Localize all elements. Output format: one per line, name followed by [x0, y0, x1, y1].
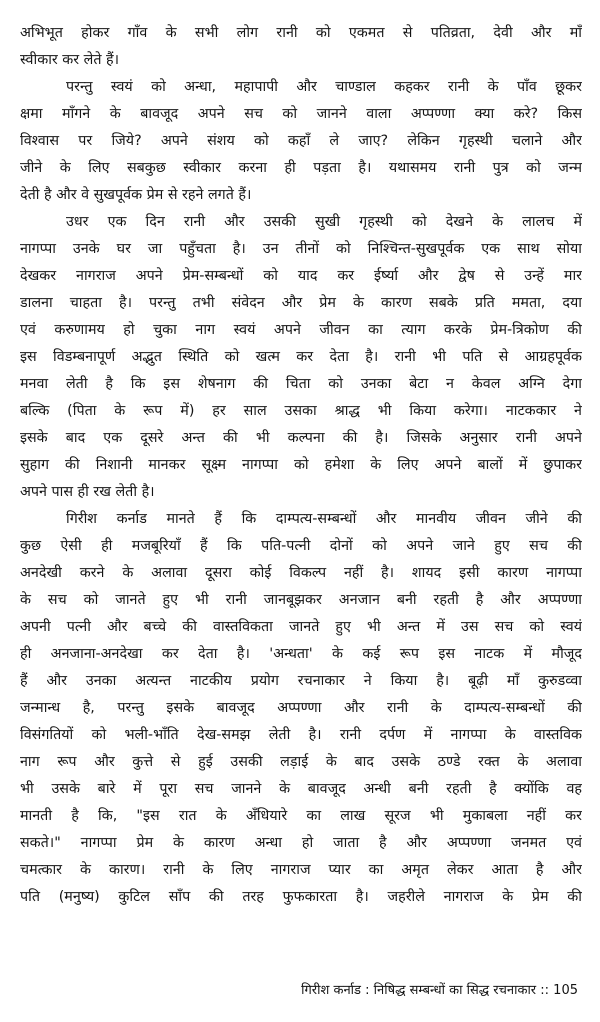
text-line: स्वीकार कर लेते हैं। [20, 52, 120, 68]
text-line: क्षमा माँगने के बावजूद अपने सच को जानने वाला अप्पण्णा क्या करे? किस [20, 106, 582, 122]
text-line: विसंगतियों को भली-भाँति देख-समझ लेती है। रानी दर्पण में नागप्पा के वास्तविक [20, 727, 582, 743]
text-line: अपनी पत्नी और बच्चे की वास्तविकता जानते हुए भी अन्त में उस सच को स्वयं [20, 619, 582, 635]
text-line: हैं और उनका अत्यन्त नाटकीय प्रयोग रचनाकार ने किया है। बूढ़ी माँ कुरुडव्वा [20, 673, 582, 689]
text-line: देखकर नागराज अपने प्रेम-सम्बन्धों को याद कर ईर्ष्या और द्वेष से उन्हें मार [20, 268, 582, 284]
text-line: पति (मनुष्य) कुटिल साँप की तरह फुफकारता है। जहरीले नागराज के प्रेम की [20, 889, 582, 905]
text-line: देती है और वे सुखपूर्वक प्रेम से रहने लगते हैं। [20, 187, 252, 203]
text-line: ही अनजाना-अनदेखा कर देता है। 'अन्धता' के कई रूप इस नाटक में मौजूद [20, 646, 582, 662]
text-line: अभिभूत होकर गाँव के सभी लोग रानी को एकमत से पतिव्रता, देवी और माँ [20, 25, 582, 41]
text-line: इस विडम्बनापूर्ण अद्भुत स्थिति को खत्म कर देता है। रानी भी पति से आग्रहपूर्वक [20, 349, 582, 365]
paragraph-4 [20, 506, 582, 911]
text-line: सकते।" नागप्पा प्रेम के कारण अन्धा हो जाता है और अप्पण्णा जनमत एवं [20, 835, 582, 851]
text-line: परन्तु स्वयं को अन्धा, महापापी और चाण्डाल कहकर रानी के पाँव छूकर [66, 79, 582, 95]
text-line: नाग रूप और कुत्ते से हुई उसकी लड़ाई के बाद उसके ठण्डे रक्त के अलावा [20, 754, 582, 770]
text-line: जीने के लिए सबकुछ स्वीकार करना ही पड़ता है। यथासमय रानी पुत्र को जन्म [20, 160, 582, 176]
text-line: चमत्कार के कारण। रानी के लिए नागराज प्यार का अमृत लेकर आता है और [20, 862, 582, 878]
text-line: डालना चाहता है। परन्तु तभी संवेदन और प्रेम के कारण सबके प्रति ममता, दया [20, 295, 582, 311]
text-line: विश्वास पर जिये? अपने संशय को कहाँ ले जाए? लेकिन गृहस्थी चलाने और [20, 133, 582, 149]
paragraph-3 [20, 209, 582, 506]
page-body [20, 20, 582, 911]
text-line: इसके बाद एक दूसरे अन्त की भी कल्पना की है। जिसके अनुसार रानी अपने [20, 430, 582, 446]
text-line: सुहाग की निशानी मानकर सूक्ष्म नागप्पा को हमेशा के लिए अपने बालों में छुपाकर [20, 457, 582, 473]
text-line: एवं करुणामय हो चुका नाग स्वयं अपने जीवन का त्याग करके प्रेम-त्रिकोण की [20, 322, 582, 338]
paragraph-1 [20, 20, 582, 74]
page-number: 105 [553, 983, 578, 998]
text-line: मानती है कि, "इस रात के अँधियारे का लाख सूरज भी मुकाबला नहीं कर [20, 808, 582, 824]
text-line: भी उसके बारे में पूरा सच जानने के बावजूद अन्धी बनी रहती है क्योंकि वह [20, 781, 582, 797]
text-line: जन्मान्ध है, परन्तु इसके बावजूद अप्पण्णा और रानी के दाम्पत्य-सम्बन्धों की [20, 700, 582, 716]
text-line: गिरीश कर्नाड मानते हैं कि दाम्पत्य-सम्बन्धों और मानवीय जीवन जीने की [66, 511, 582, 527]
running-title: गिरीश कर्नाड : निषिद्ध सम्बन्धों का सिद्ध रचनाकार :: [301, 983, 550, 998]
text-line: उधर एक दिन रानी और उसकी सुखी गृहस्थी को देखने के लालच में [66, 214, 582, 230]
text-line: अनदेखी करने के अलावा दूसरा कोई विकल्प नहीं है। शायद इसी कारण नागप्पा [20, 565, 582, 581]
paragraph-2 [20, 74, 582, 209]
text-line: मनवा लेती है कि इस शेषनाग की चिता को उनका बेटा न केवल अग्नि देगा [20, 376, 582, 392]
text-line: नागप्पा उनके घर जा पहुँचता है। उन तीनों को निश्चिन्त-सुखपूर्वक एक साथ सोया [20, 241, 582, 257]
text-line: बल्कि (पिता के रूप में) हर साल उसका श्राद्ध भी किया करेगा। नाटककार ने [20, 403, 582, 419]
text-line: अपने पास ही रख लेती है। [20, 484, 155, 500]
text-line: के सच को जानते हुए भी रानी जानबूझकर अनजान बनी रहती है और अप्पण्णा [20, 592, 582, 608]
text-line: कुछ ऐसी ही मजबूरियाँ हैं कि पति-पत्नी दोनों को अपने जाने हुए सच की [20, 538, 582, 554]
page-footer [20, 981, 578, 1001]
